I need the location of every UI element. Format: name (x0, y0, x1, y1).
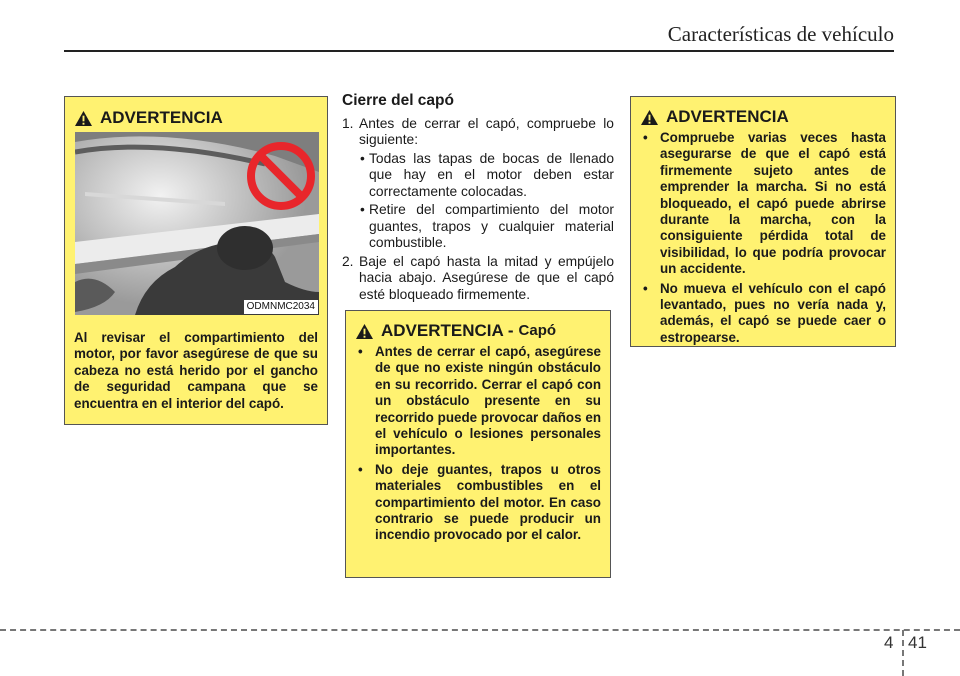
header-rule (64, 50, 894, 52)
step-number: 1. (342, 115, 354, 131)
hood-closing-section (342, 93, 614, 304)
image-code: ODMNMC2034 (244, 300, 318, 314)
warning-header (640, 109, 886, 126)
warning-triangle-icon (640, 109, 659, 126)
warning-header (355, 323, 601, 340)
step-text: Baje el capó hasta la mitad y empújelo hacia abajo. Asegúrese de que el capó esté bloqueado firmemente. (359, 253, 614, 302)
section-title: Cierre del capó (342, 92, 454, 109)
warning-text: Al revisar el compartimiento del motor, por favor asegúrese de que su cabeza no está herido por el gancho de seguridad campana que se encuentra en el interior del capó. (74, 330, 318, 411)
warning-bullet-list (640, 130, 886, 346)
warning-bullet: • Antes de cerrar el capó, asegúrese de que no existe ningún obstáculo en su recorrido. Cerrar el capó con un obstáculo presente en su recorrido puede provocar daños en el vehículo o lesiones personales importantes. (355, 344, 601, 459)
step-number: 2. (342, 253, 354, 269)
warning-triangle-icon (355, 323, 374, 340)
warning-bullet-list (355, 344, 601, 544)
step-text: Antes de cerrar el capó, compruebe lo siguiente: (359, 115, 614, 147)
warning-triangle-icon (74, 110, 93, 127)
page-header-title: Características de vehículo (667, 22, 894, 46)
step-sub-item: • Retire del compartimiento del motor guantes, trapos y cualquier material combustible. (342, 202, 614, 252)
step-item (342, 116, 614, 149)
warning-bullet: • Compruebe varias veces hasta asegurarse de que el capó está firmemente sujeto antes de emprender la marcha. Si no está bloqueado, el capó puede abrirse durante la marcha, con la consiguiente pérdida total de visibilidad, lo que podría provocar un accidente. (640, 130, 886, 278)
chapter-number: 4 (884, 633, 894, 652)
warning-subheading: Capó (518, 322, 557, 340)
warning-bullet: • No deje guantes, trapos u otros materiales combustibles en el compartimiento del motor. En caso contrario se puede producir un incendio provocado por el calor. (355, 462, 601, 544)
footer-rule (0, 629, 960, 631)
warning-heading: ADVERTENCIA (100, 108, 223, 128)
step-item (342, 254, 614, 304)
page-number: 41 (908, 633, 927, 652)
warning-header (74, 110, 318, 127)
page-divider (902, 630, 904, 676)
warning-box-left (64, 96, 328, 425)
step-sub-item: • Todas las tapas de bocas de llenado que hay en el motor deben estar correctamente colocadas. (342, 151, 614, 201)
hood-illustration (75, 132, 319, 315)
warning-heading: ADVERTENCIA (666, 107, 789, 127)
warning-box-right (630, 96, 896, 347)
warning-bullet: • No mueva el vehículo con el capó levantado, pues no vería nada y, además, el capó se puede caer o estropearse. (640, 281, 886, 347)
warning-box-hood (345, 310, 611, 578)
warning-heading: ADVERTENCIA - (381, 321, 514, 341)
